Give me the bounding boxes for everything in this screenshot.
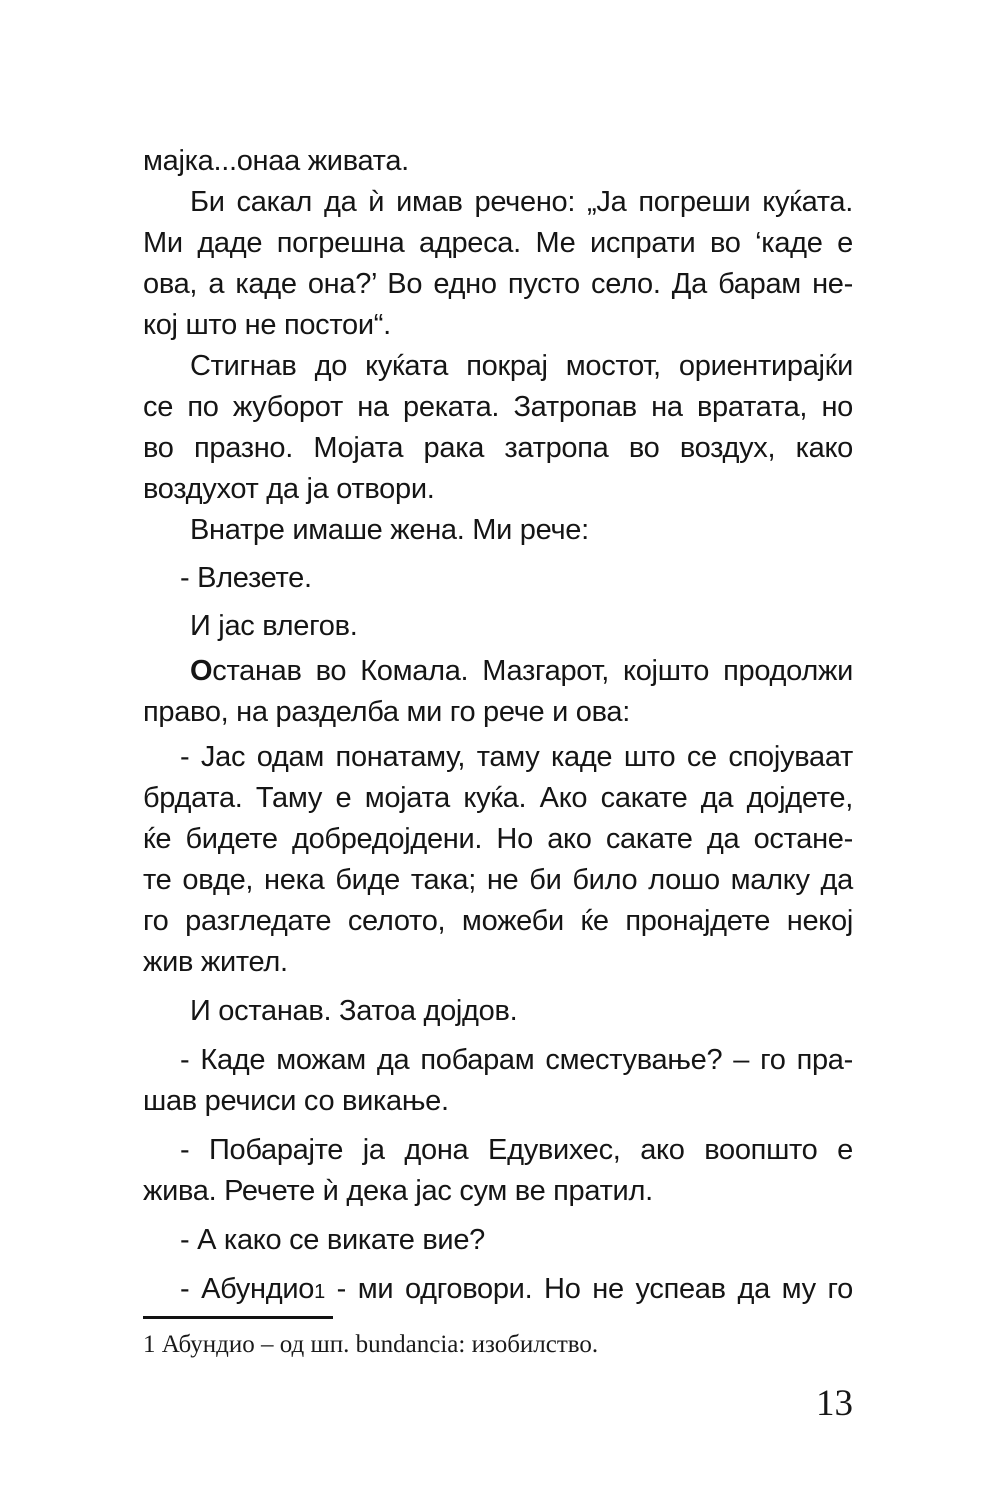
body-text (143, 141, 853, 1310)
paragraph (143, 141, 853, 182)
text-line: брдата. Таму е мојата куќа. Ако сакате да дојдете, (143, 782, 853, 814)
text-line: - Влезете. (180, 562, 312, 594)
text-line: Би сакал да ѝ имав речено: „Ја погреши куќата. (190, 186, 853, 218)
text-line: ова, а каде она?’ Во едно пусто село. Да барам не- (143, 268, 853, 300)
text-line: И јас влегов. (190, 610, 358, 642)
text-line: - Побарајте ја дона Едувихес, ако воопшто е (180, 1134, 853, 1166)
footnote-reference: 1 (314, 1281, 325, 1303)
lead-letter: О (190, 655, 213, 687)
text-line: во празно. Мојата рака затропа во воздух, како (143, 432, 853, 464)
text-line: Стигнав до куќата покрај мостот, ориентирајќи (190, 350, 853, 382)
paragraph (143, 1130, 853, 1212)
paragraph (143, 737, 853, 983)
paragraph (143, 558, 853, 599)
text-line: Внатре имаше жена. Ми рече: (190, 514, 589, 546)
text-line: - Каде можам да побарам сместување? – го пра- (180, 1044, 853, 1076)
text-line: го разгледате селото, можеби ќе пронајдете некој (143, 905, 853, 937)
text-line: те овде, нека биде така; не би било лошо малку да (143, 864, 853, 896)
text-line: воздухот да ја отвори. (143, 473, 435, 505)
text-column (143, 141, 853, 1425)
text-line: се по жуборот на реката. Затропав на вратата, но (143, 391, 853, 423)
text-line: Останав во Комала. Мазгарот, којшто продолжи (190, 655, 853, 687)
text-line: жива. Речете ѝ дека јас сум ве пратил. (143, 1175, 653, 1207)
text-line: И останав. Затоа дојдов. (190, 995, 518, 1027)
footnote-separator (143, 1316, 333, 1319)
text-line: право, на разделба ми го рече и ова: (143, 696, 630, 728)
text-line: шав речиси со викање. (143, 1085, 449, 1117)
paragraph (143, 182, 853, 346)
footnote-text: 1 Абундио – од шп. bundancia: изобилство. (143, 1331, 599, 1358)
text-line: - Абундио1 - ми одговори. Но не успеав да му го (180, 1273, 853, 1305)
page-number: 13 (816, 1383, 853, 1424)
text-line: мајка...онаа живата. (143, 145, 409, 177)
text-line: ќе бидете добредојдени. Но ако сакате да остане- (143, 823, 853, 855)
paragraph (143, 606, 853, 647)
paragraph (143, 991, 853, 1032)
text-line: жив жител. (143, 946, 288, 978)
paragraph (143, 346, 853, 510)
text-line: Ми даде погрешна адреса. Ме испрати во ‘каде е (143, 227, 853, 259)
text-line: кој што не постои“. (143, 309, 391, 341)
paragraph (143, 510, 853, 551)
paragraph (143, 651, 853, 733)
text-line: - Јас одам понатаму, таму каде што се спојуваат (180, 741, 853, 773)
paragraph (143, 1220, 853, 1261)
paragraph (143, 1269, 853, 1310)
paragraph (143, 1040, 853, 1122)
text-line: - А како се викате вие? (180, 1224, 485, 1256)
